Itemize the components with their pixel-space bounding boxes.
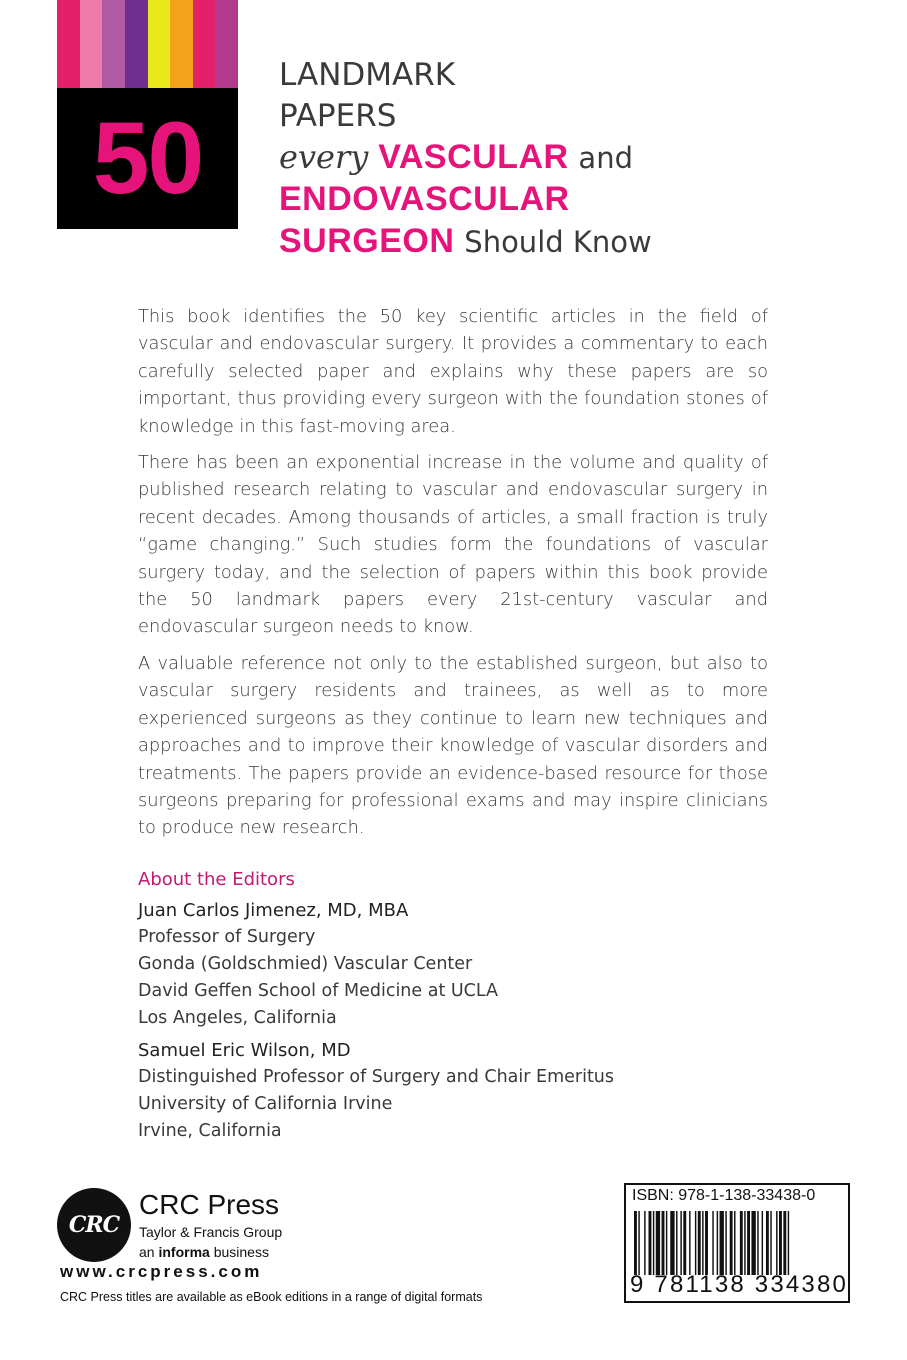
title-line-endovascular (279, 179, 699, 221)
ebook-note: CRC Press titles are available as eBook editions in a range of digital formats (60, 1290, 483, 1304)
title-should-know: Should Know (464, 225, 652, 259)
color-stripe (125, 0, 148, 88)
publisher-name: CRC Press (139, 1189, 280, 1220)
editor-2-name: Samuel Eric Wilson, MD (138, 1040, 351, 1061)
crc-logo-text: CRC (68, 1212, 120, 1238)
editor-1-location: Los Angeles, California (138, 1008, 337, 1028)
isbn-label: ISBN: 978-1-138-33438-0 (632, 1187, 816, 1204)
editor-2-university: University of California Irvine (138, 1094, 393, 1114)
title-line-every (279, 137, 699, 179)
informa-prefix: an (139, 1244, 155, 1260)
color-stripes (57, 0, 238, 88)
editor-2-location: Irvine, California (138, 1121, 282, 1141)
crc-logo-icon (57, 1188, 131, 1262)
informa-line (139, 1242, 282, 1262)
badge-50 (57, 88, 238, 229)
barcode-icon (634, 1211, 844, 1275)
description-paragraph-2: There has been an exponential increase in the volume and quality of published research relating to vascular and endovascular surgery in recent decades. Among thousands of articles, a small fraction is truly “game changing.” Such studies form the foundations of vascular surgery today, and the selection of papers within this book provide the 50 landmark papers every 21st-century vascular and endovascular surgeon needs to know. (138, 452, 768, 638)
color-stripe (102, 0, 125, 88)
title-and: and (578, 141, 633, 175)
editors-heading: About the Editors (138, 869, 295, 890)
book-description (138, 303, 768, 851)
book-title (279, 55, 699, 263)
editor-1-school: David Geffen School of Medicine at UCLA (138, 981, 499, 1001)
color-stripe (215, 0, 238, 88)
title-endovascular: ENDOVASCULAR (279, 180, 570, 218)
description-paragraph-3: A valuable reference not only to the established surgeon, but also to vascular surgery residents and trainees, as well as to more experienced surgeons as they continue to learn new techniques and approaches and to improve their knowledge of vascular disorders and treatments. The papers provide an evidence-based resource for those surgeons preparing for professional exams and may inspire clinicians to produce new research. (138, 652, 768, 839)
informa-suffix: business (213, 1244, 269, 1260)
color-stripe (170, 0, 193, 88)
description-paragraph-1: This book identifies the 50 key scientific articles in the field of vascular and endovascular surgery. It provides a commentary to each carefully selected paper and explains why these papers are so important, thus providing every surgeon with the foundation stones of knowledge in this fast-moving area. (138, 306, 768, 437)
editor-1-name: Juan Carlos Jimenez, MD, MBA (138, 900, 409, 921)
title-vascular: VASCULAR (378, 138, 569, 176)
color-stripe (57, 0, 80, 88)
color-stripe (193, 0, 216, 88)
editor-1-title: Professor of Surgery (138, 927, 316, 947)
isbn-barcode-box (624, 1183, 850, 1303)
publisher-group: Taylor & Francis Group (139, 1224, 283, 1240)
title-line-papers: PAPERS (279, 98, 397, 134)
color-stripe (80, 0, 103, 88)
editor-1-center: Gonda (Goldschmied) Vascular Center (138, 954, 473, 974)
publisher-block (139, 1188, 282, 1262)
informa-bold: informa (158, 1244, 210, 1260)
title-every: every (279, 138, 369, 176)
about-editors (138, 866, 778, 1145)
isbn-digits: 9 781138 334380 (630, 1271, 849, 1298)
color-stripe (148, 0, 171, 88)
badge-number: 50 (92, 101, 203, 215)
title-line-landmark: LANDMARK (279, 57, 456, 93)
title-surgeon: SURGEON (279, 222, 455, 260)
editor-2-title: Distinguished Professor of Surgery and Chair Emeritus (138, 1067, 615, 1087)
title-line-surgeon (279, 221, 699, 263)
publisher-url[interactable]: www.crcpress.com (60, 1262, 263, 1281)
